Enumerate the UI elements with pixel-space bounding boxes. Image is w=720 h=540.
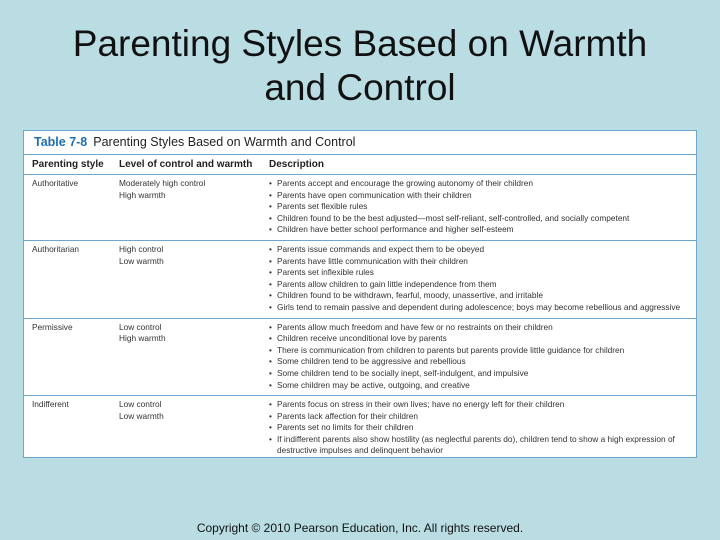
table-caption-text: Parenting Styles Based on Warmth and Control bbox=[93, 135, 356, 149]
description-item: • Parents set flexible rules bbox=[269, 201, 696, 213]
table-number: Table 7-8 bbox=[34, 135, 88, 149]
slide-title-line-2: and Control bbox=[264, 67, 456, 108]
slide-title-line-1: Parenting Styles Based on Warmth bbox=[72, 23, 648, 64]
description-item: • If indifferent parents also show hostility (as neglectful parents do), children tend to show a high expression of destructive impulses and delinquent behavior bbox=[269, 434, 696, 457]
description-item: • Children found to be withdrawn, fearful, moody, unassertive, and irritable bbox=[269, 290, 696, 302]
parenting-style-cell: Indifferent bbox=[32, 399, 69, 410]
description-item: • Parents accept and encourage the growing autonomy of their children bbox=[269, 178, 696, 190]
description-item: • Parents have open communication with their children bbox=[269, 190, 696, 202]
parenting-style-cell: Authoritarian bbox=[24, 240, 111, 318]
description-list bbox=[269, 178, 696, 236]
table-row bbox=[24, 318, 696, 396]
description-item: • Girls tend to remain passive and dependent during adolescence; boys may become rebellious and aggressive bbox=[269, 302, 696, 314]
description-item: • Parents issue commands and expect them to be obeyed bbox=[269, 244, 696, 256]
description-item: • Children found to be the best adjusted—most self-reliant, self-controlled, and socially competent bbox=[269, 213, 696, 225]
parenting-style-cell: Permissive bbox=[24, 318, 111, 396]
table-header-row bbox=[24, 155, 696, 175]
slide-title bbox=[0, 22, 720, 110]
level-line: Moderately high control bbox=[119, 178, 206, 188]
copyright-notice: Copyright © 2010 Pearson Education, Inc. All rights reserved. bbox=[196, 521, 524, 535]
level-line: Low control bbox=[119, 321, 162, 332]
description-cell bbox=[261, 318, 696, 396]
description-item: • Some children tend to be aggressive and rebellious bbox=[269, 356, 696, 368]
description-cell bbox=[261, 175, 696, 241]
level-line: High warmth bbox=[119, 189, 166, 200]
description-item: • Parents allow much freedom and have few or no restraints on their children bbox=[269, 322, 696, 334]
parenting-style-cell: Authoritative bbox=[24, 175, 111, 241]
level-line: High warmth bbox=[119, 333, 166, 344]
description-item: • There is communication from children to parents but parents provide little guidance for children bbox=[269, 345, 696, 357]
table-row bbox=[24, 396, 696, 458]
description-item: • Parents focus on stress in their own lives; have no energy left for their children bbox=[269, 399, 696, 411]
parenting-styles-table bbox=[23, 130, 697, 458]
table-body bbox=[24, 175, 696, 459]
header-description: Description bbox=[261, 155, 696, 175]
description-cell bbox=[261, 396, 696, 458]
header-level: Level of control and warmth bbox=[111, 155, 261, 175]
level-line: Low warmth bbox=[119, 255, 164, 266]
level-cell bbox=[111, 318, 261, 396]
level-cell bbox=[111, 175, 261, 241]
description-list bbox=[269, 322, 696, 392]
table-caption bbox=[24, 131, 696, 155]
description-item: • Parents allow children to gain little independence from them bbox=[269, 279, 696, 291]
description-item: • Parents have little communication with their children bbox=[269, 256, 696, 268]
table-row bbox=[24, 240, 696, 318]
description-item: • Parents set no limits for their children bbox=[269, 422, 696, 434]
level-cell bbox=[111, 396, 261, 458]
level-line: Low warmth bbox=[119, 410, 164, 421]
description-item: • Parents set inflexible rules bbox=[269, 267, 696, 279]
level-cell bbox=[111, 240, 261, 318]
description-item: • Children have better school performance and higher self-esteem bbox=[269, 224, 696, 236]
level-line: Low control bbox=[119, 399, 162, 410]
table-grid bbox=[24, 155, 696, 458]
table-row bbox=[24, 175, 696, 241]
description-item: • Some children tend to be socially inept, self-indulgent, and impulsive bbox=[269, 368, 696, 380]
description-item: • Some children may be active, outgoing, and creative bbox=[269, 380, 696, 392]
description-list bbox=[269, 399, 696, 457]
description-item: • Parents lack affection for their children bbox=[269, 411, 696, 423]
description-list bbox=[269, 244, 696, 314]
header-parenting-style: Parenting style bbox=[24, 155, 111, 175]
level-line: High control bbox=[119, 243, 164, 254]
description-item: • Children receive unconditional love by parents bbox=[269, 333, 696, 345]
description-cell bbox=[261, 240, 696, 318]
